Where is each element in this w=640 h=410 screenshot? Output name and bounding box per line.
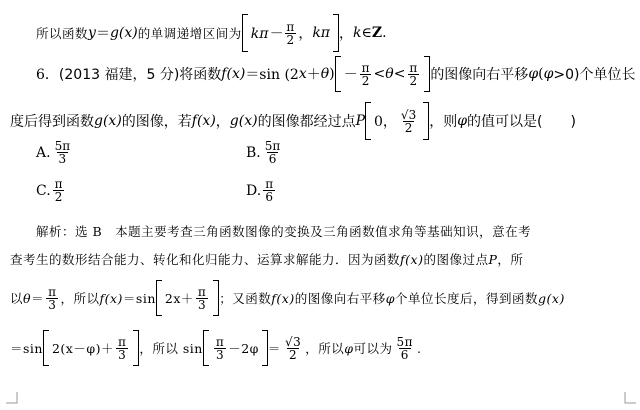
math: x: [298, 66, 307, 82]
denominator: 2: [361, 73, 370, 88]
denominator: 2: [409, 73, 418, 88]
math: ＋: [306, 67, 321, 83]
fraction: [360, 62, 372, 87]
text: 的图像向右平移: [294, 291, 386, 306]
math-gx: g(x): [538, 290, 565, 306]
numerator: π: [197, 284, 207, 299]
solution-line1: [36, 222, 531, 240]
denominator: 3: [48, 297, 57, 312]
denominator: 2: [404, 120, 413, 135]
math-fx: f(x): [191, 113, 216, 129]
math: <: [393, 66, 406, 82]
text: 的图像向右平移: [430, 67, 529, 83]
condition: [335, 56, 431, 92]
math: φ: [457, 113, 468, 129]
problem-6-line2: [10, 102, 576, 140]
text: ，所以: [60, 291, 100, 306]
text: ，则: [429, 114, 458, 130]
math-fx: f(x): [400, 251, 424, 267]
problem-number: 6．: [36, 67, 59, 83]
numerator: π: [286, 19, 295, 34]
text: ，: [215, 114, 230, 130]
option-label: B.: [246, 144, 261, 161]
interval: [242, 14, 339, 52]
math: 0，: [374, 114, 397, 130]
math: (: [538, 66, 544, 82]
fraction: [196, 286, 208, 311]
numerator: π: [117, 334, 127, 349]
denominator: 3: [215, 347, 225, 362]
math-gx: g(x): [109, 25, 138, 41]
math: φ: [528, 66, 539, 82]
denominator: 2: [54, 190, 63, 204]
fraction: [263, 140, 283, 165]
text: 以: [10, 291, 24, 306]
fraction: [116, 336, 128, 361]
fraction: [284, 21, 296, 46]
math: －: [343, 67, 358, 83]
math-eq: ＝: [95, 26, 110, 42]
numerator: 5π: [264, 139, 281, 153]
option-label: D.: [246, 182, 262, 199]
option-c: [36, 178, 67, 203]
fraction: [399, 109, 418, 134]
math: ，: [298, 26, 313, 42]
math: ＝sin: [122, 291, 156, 306]
option-d: [246, 178, 277, 203]
fraction: [395, 336, 416, 361]
solution-line3: [10, 280, 565, 316]
math: ＝sin (2: [245, 67, 299, 83]
paren-group: [43, 330, 139, 366]
denominator: 2: [286, 32, 295, 47]
text: 个单位长度后，得到函数: [395, 291, 539, 306]
math: 2x＋: [164, 291, 194, 306]
math: <: [373, 66, 386, 82]
math-Z: Z: [371, 25, 383, 41]
numerator: √3: [400, 107, 417, 122]
text: 度后得到函数: [10, 114, 94, 130]
text: 的图像过点: [423, 252, 489, 267]
text: 解析：选 B 本题主要考查三角函数图像的变换及三角函数值求角等基础知识，意在考: [36, 224, 532, 239]
math-gx: g(x): [229, 113, 258, 129]
math-y: y: [88, 25, 96, 41]
numerator: √3: [284, 334, 302, 349]
math: ＝: [31, 291, 45, 306]
fraction: [263, 178, 275, 203]
text: 的图像都经过点: [257, 114, 356, 130]
denominator: 3: [198, 297, 207, 312]
numerator: π: [48, 284, 57, 299]
crop-mark-icon: [6, 392, 18, 404]
text: >0)个单位长: [553, 67, 636, 83]
math-fx: f(x): [99, 290, 123, 306]
solution-line2: [10, 250, 523, 268]
text: 查考生的数形结合能力、转化和化归能力、运算求解能力．因为函数: [10, 252, 401, 267]
fraction: [214, 336, 226, 361]
text: 的图像，若: [121, 114, 192, 130]
fraction: [53, 140, 73, 165]
numerator: 5π: [54, 139, 71, 153]
text: 的值可以是( ): [467, 114, 576, 130]
fraction: [283, 336, 303, 361]
text: ，所以 sin: [139, 341, 203, 356]
math: θ: [23, 290, 32, 306]
numerator: 5π: [396, 334, 414, 349]
math: φ: [543, 66, 554, 82]
text: 的单调递增区间为: [137, 26, 242, 41]
numerator: π: [409, 60, 418, 75]
math-P: P: [488, 251, 498, 267]
fraction: [46, 286, 58, 311]
text: 所以函数: [36, 26, 89, 41]
math: kπ－: [250, 26, 283, 42]
math-gx: g(x): [94, 113, 122, 129]
math-fx: f(x): [221, 66, 246, 82]
numerator: π: [215, 334, 225, 349]
math-P: P: [355, 113, 365, 129]
text: ；又函数: [219, 291, 272, 306]
fraction: [407, 62, 419, 87]
text: ，所: [497, 252, 524, 267]
paren-group: [156, 280, 219, 316]
option-label: C.: [36, 182, 51, 199]
math: ＝sin: [10, 341, 43, 356]
math: θ: [320, 66, 330, 82]
text: .: [382, 25, 387, 41]
problem-6-line1: [36, 56, 636, 92]
option-label: A.: [36, 144, 51, 161]
math: －2φ: [228, 341, 259, 356]
option-b: [246, 140, 284, 165]
math: φ: [385, 290, 396, 306]
solution-line4: [10, 330, 422, 366]
denominator: 3: [118, 347, 127, 362]
text: ，所以: [305, 341, 345, 356]
fraction: [53, 178, 65, 203]
text: 将函数: [179, 67, 222, 83]
text: 可以为: [353, 341, 393, 356]
answer-line-prev: [36, 14, 387, 52]
paren-group: [203, 330, 268, 366]
denominator: 6: [268, 152, 277, 166]
numerator: π: [265, 177, 274, 191]
point: [365, 102, 429, 140]
text: .: [417, 340, 422, 356]
denominator: 3: [58, 152, 67, 166]
denominator: 6: [400, 347, 409, 362]
denominator: 2: [289, 347, 298, 362]
math-fx: f(x): [271, 290, 295, 306]
numerator: π: [54, 177, 63, 191]
denominator: 6: [265, 190, 273, 204]
math: ): [329, 66, 335, 82]
problem-source: (2013 福建，5 分): [58, 67, 180, 83]
math: kπ: [312, 25, 330, 41]
math: φ: [344, 340, 354, 356]
math: θ: [385, 66, 394, 82]
text: ，: [339, 26, 353, 42]
math: k∈: [353, 25, 372, 41]
crop-mark-icon: [624, 392, 636, 404]
math: 2(x－φ)＋: [51, 341, 114, 356]
numerator: π: [361, 60, 370, 75]
option-a: [36, 140, 74, 165]
math: ＝: [267, 341, 281, 356]
